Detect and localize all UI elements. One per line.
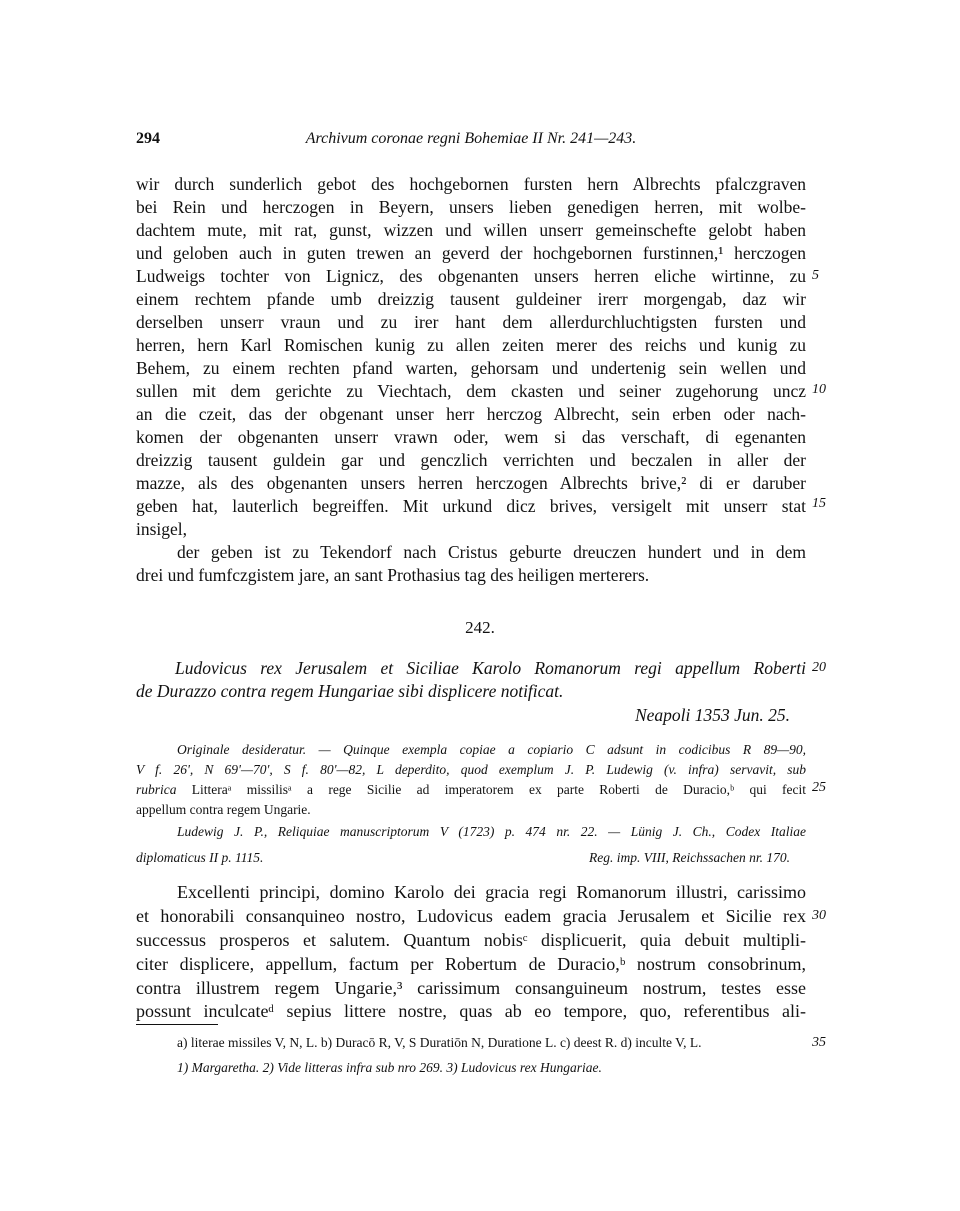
line-number: 35 [812,1035,826,1050]
note-text: Litteraᵃ missilisᵃ a rege Sicilie ad imperatorem ex parte Roberti de Duracio,ᵇ qui fecit [176,782,806,797]
text-line: wir durch sunderlich gebot des hochgebornen fursten hern Albrechts pfalczgraven [136,174,806,194]
text-line: komen der obgenanten unserr vrawn oder, wem si das verschaft, di egenanten [136,427,806,447]
note-line: Ludewig J. P., Reliquiae manuscriptorum V (1723) p. 474 nr. 22. — Lünig J. Ch., Codex Italiae [177,824,806,839]
page-number: 294 [136,130,160,147]
text-line: bei Rein und herczogen in Beyern, unsers lieben genedigen herren, mit wolbe- [136,197,806,217]
footnote-divider [136,1024,218,1025]
note-line: appellum contra regem Ungarie. [136,802,311,817]
running-header [136,130,806,154]
line-number: 15 [812,496,826,511]
dating-line: der geben ist zu Tekendorf nach Cristus geburte dreuczen hundert und in dem [177,542,806,562]
text-line: Ludweigs tochter von Lignicz, des obgenanten unsers herren eliche wirtinne, zu [136,266,806,286]
source-footnotes: 1) Margaretha. 2) Vide litteras infra sub nro 269. 3) Ludovicus rex Hungariae. [177,1060,602,1075]
line-number: 25 [812,780,826,795]
text-line: Behem, zu einem rechten pfand warten, gehorsam und undertenig sein wellen und [136,358,806,378]
text-line: mazze, als des obgenanten unsers herren herczogen Albrechts brive,² di er daruber [136,473,806,493]
running-title: Archivum coronae regni Bohemiae II Nr. 241—243. [305,130,637,147]
text-line: geben hat, lauterlich begreiffen. Mit urkund dicz brives, versigelt mit unserr stat [136,496,806,516]
text-line: derselben unserr vraun und zu irer hant dem allerdurchluchtigsten fursten und [136,312,806,332]
document-number: 242. [465,618,495,637]
text-line: an die czeit, das der obgenant unser herr herczog Albrecht, sein erben oder nach- [136,404,806,424]
text-line: dreizzig tausent guldein gar und genczlich verrichten und beczalen in aller der [136,450,806,470]
note-text: diplomaticus II p. 1115. [136,850,264,865]
text-line: insigel, [136,519,188,539]
note-line [136,780,806,800]
text-line: sullen mit dem gerichte zu Viechtach, dem ckasten und seiner zugehorung uncz [136,381,806,401]
regest-line: Ludovicus rex Jerusalem et Siciliae Karolo Romanorum regi appellum Roberti [175,658,806,678]
dating-line: drei und fumfczgistem jare, an sant Prothasius tag des heiligen merterers. [136,565,650,585]
letter-line: et honorabili consanquineo nostro, Ludovicus eadem gracia Jerusalem et Sicilie rex [136,906,806,926]
variant-footnotes: a) literae missiles V, N, L. b) Duracō R, V, S Duratiōn N, Duratione L. c) deest R. d) inculte V, L. [177,1035,702,1050]
letter-line: Excellenti principi, domino Karolo dei gracia regi Romanorum illustri, carissimo [177,882,806,902]
regesta-reference: Reg. imp. VIII, Reichssachen nr. 170. [589,850,790,865]
text-line: dachtem mute, mit rat, gunst, wizzen und willen unserr gemeinschefte gelobt haben [136,220,806,240]
text-line: einem rechtem pfande umb dreizzig tausent guldeiner irerr morgengab, daz wir [136,289,806,309]
letter-line: successus prosperos et salutem. Quantum nobisᶜ displicuerit, quia debuit multipli- [136,930,806,950]
regest-line: de Durazzo contra regem Hungariae sibi displicere notificat. [136,681,564,701]
note-line: Originale desideratur. — Quinque exempla copiae a copiario C adsunt in codicibus R 89—90, [177,742,806,757]
note-italic-word: rubrica [136,782,177,797]
text-line: herren, hern Karl Romischen kunig zu allen zeiten merer des reichs und kunig zu [136,335,806,355]
note-line: V f. 26', N 69'—70', S f. 80'—82, L deperdito, quod exemplum J. P. Ludewig (v. infra) servavit, sub [136,762,806,777]
letter-line: possunt inculcateᵈ sepius littere nostre, quas ab eo tempore, quo, referentibus ali- [136,1001,806,1021]
text-line: und geloben auch in guten trewen an geverd der hochgebornen furstinnen,¹ herczogen [136,243,806,263]
line-number: 10 [812,382,826,397]
line-number: 30 [812,908,826,923]
letter-line: citer displicere, appellum, factum per Robertum de Duracio,ᵇ nostrum consobrinum, [136,954,806,974]
line-number: 20 [812,660,826,675]
letter-line: contra illustrem regem Ungarie,³ carissimum consanguineum nostrum, testes esse [136,978,806,998]
line-number: 5 [812,268,819,283]
document-date: Neapoli 1353 Jun. 25. [634,705,790,725]
